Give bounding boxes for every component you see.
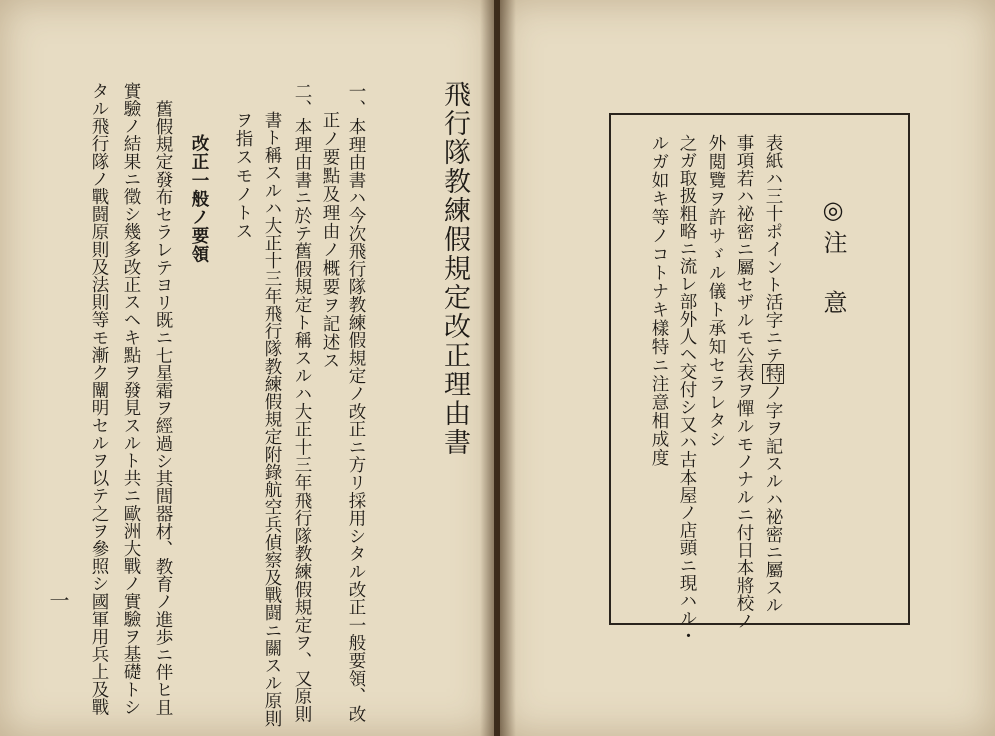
notice-line4: 之ガ取扱粗略ニ流レ部外人ヘ交付シ又ハ古本屋ノ店頭ニ現ハル・ <box>677 134 697 645</box>
notice-line1-start: 表紙ハ三十ポイント活字ニテ <box>763 134 783 365</box>
page-number: 一 <box>46 590 70 610</box>
document-title: 飛行隊教練假規定改正理由書 <box>439 80 470 457</box>
item2-line1: 二、本理由書ニ於テ舊假規定ト稱スルハ大正十三年飛行隊教練假規定ヲ、又原則 <box>292 82 312 723</box>
boxed-char-toku: 特 <box>763 365 783 383</box>
item1-line2: 正ノ要點及理由ノ概要ヲ記述ス <box>320 111 340 370</box>
paragraph-line1: 舊假規定發布セラレテヨリ既ニ七星霜ヲ經過シ其間器材、教育ノ進歩ニ伴ヒ且 <box>153 100 173 716</box>
item2-line2: 書ト稱スルハ大正十三年飛行隊教練假規定附錄航空兵偵察及戰闘ニ關スル原則 <box>262 111 282 727</box>
notice-line3: 外閲覽ヲ許サゞル儀ト承知セラレタシ <box>706 134 726 449</box>
notice-line1-end: ノ字ヲ記スルハ祕密ニ屬スル <box>763 383 783 614</box>
paragraph-line3: タル飛行隊ノ戰闘原則及法則等モ漸ク闡明セルヲ以テ之ヲ參照シ國軍用兵上及戰 <box>89 82 109 716</box>
notice-line2: 事項若ハ祕密ニ屬セザルモ公表ヲ憚ルモノナルニ付日本將校ノ <box>734 134 754 630</box>
paragraph-line2: 實驗ノ結果ニ徵シ幾多改正スヘキ點ヲ發見スルト共ニ歐洲大戰ノ實驗ヲ基礎トシ <box>121 82 141 716</box>
book-gutter <box>480 0 516 736</box>
notice-line5: ルガ如キ等ノコトナキ樣特ニ注意相成度 <box>649 134 669 467</box>
item1-line1: 一、本理由書ハ今次飛行隊教練假規定ノ改正ニ方リ採用シタル改正一般要領、改 <box>346 82 366 723</box>
notice-heading: ◎注 意 <box>819 196 847 320</box>
section-heading: 改正一般ノ要領 <box>189 134 209 264</box>
notice-line1 <box>762 134 784 614</box>
item2-line3: ヲ指スモノトス <box>233 111 253 241</box>
